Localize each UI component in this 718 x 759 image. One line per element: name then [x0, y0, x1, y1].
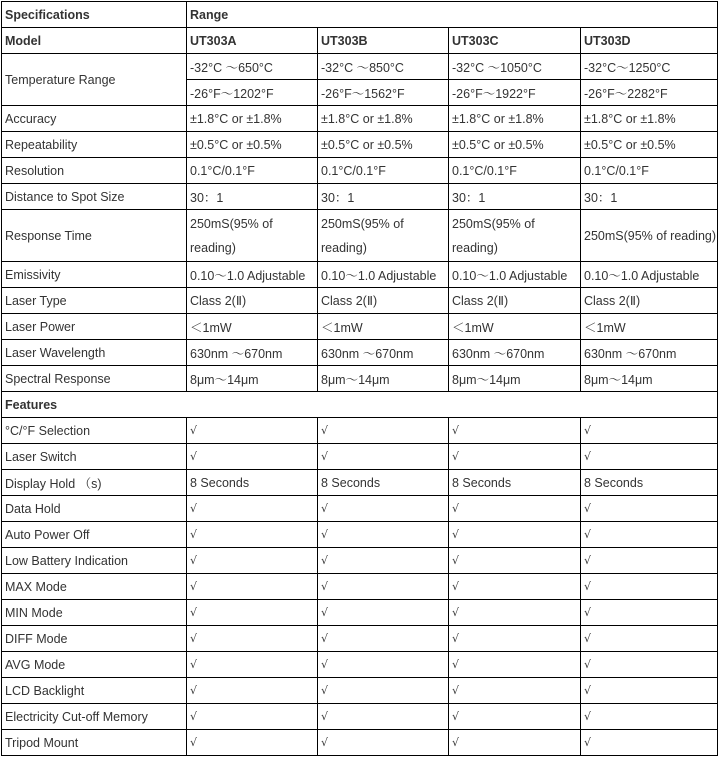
row-value: ＜1mW [581, 314, 718, 340]
row-value: 8μm～14μm [318, 366, 449, 392]
checkmark-icon: √ [449, 730, 581, 756]
row-label: Laser Wavelength [2, 340, 187, 366]
row-value: Class 2(Ⅱ) [581, 288, 718, 314]
row-value: ＜1mW [318, 314, 449, 340]
checkmark-icon: √ [318, 574, 449, 600]
checkmark-icon: √ [581, 444, 718, 470]
checkmark-icon: √ [581, 574, 718, 600]
row-value: 630nm ～670nm [449, 340, 581, 366]
row-value: ＜1mW [187, 314, 318, 340]
checkmark-icon: √ [187, 678, 318, 704]
temperature-range-fahrenheit: -26°F～1922°F [449, 80, 581, 106]
row-label: MAX Mode [2, 574, 187, 600]
features-header: Features [2, 392, 718, 418]
table-row-distance-to-spot-size [2, 184, 718, 210]
row-value: 8μm～14μm [581, 366, 718, 392]
specifications-table [1, 1, 718, 756]
row-value: 30：1 [581, 184, 718, 210]
row-label: Spectral Response [2, 366, 187, 392]
range-header: Range [187, 2, 718, 28]
checkmark-icon: √ [581, 600, 718, 626]
checkmark-icon: √ [187, 600, 318, 626]
row-label: Electricity Cut-off Memory [2, 704, 187, 730]
row-value: 250mS(95% of reading) [581, 210, 718, 262]
temperature-range-label: Temperature Range [2, 54, 187, 106]
checkmark-icon: √ [187, 730, 318, 756]
table-row-laser-type [2, 288, 718, 314]
row-label: Tripod Mount [2, 730, 187, 756]
row-label: Emissivity [2, 262, 187, 288]
checkmark-icon: √ [581, 730, 718, 756]
model-name: UT303A [187, 28, 318, 54]
row-value: 250mS(95% of reading) [187, 210, 318, 262]
checkmark-icon: √ [318, 678, 449, 704]
temperature-range-row-celsius [2, 54, 718, 80]
row-label: Display Hold （s) [2, 470, 187, 496]
table-row-auto-power-off [2, 522, 718, 548]
row-value: 0.10～1.0 Adjustable [449, 262, 581, 288]
checkmark-icon: √ [187, 444, 318, 470]
table-row-display-hold-s [2, 470, 718, 496]
table-row-repeatability [2, 132, 718, 158]
table-row-accuracy [2, 106, 718, 132]
checkmark-icon: √ [449, 444, 581, 470]
row-label: Data Hold [2, 496, 187, 522]
row-value: 8μm～14μm [449, 366, 581, 392]
checkmark-icon: √ [187, 522, 318, 548]
checkmark-icon: √ [449, 600, 581, 626]
table-row-laser-switch [2, 444, 718, 470]
row-value: ±0.5°C or ±0.5% [187, 132, 318, 158]
table-row-resolution [2, 158, 718, 184]
checkmark-icon: √ [449, 496, 581, 522]
model-label: Model [2, 28, 187, 54]
checkmark-icon: √ [187, 574, 318, 600]
table-row-spectral-response [2, 366, 718, 392]
row-value: 250mS(95% of reading) [449, 210, 581, 262]
temperature-range-fahrenheit: -26°F～2282°F [581, 80, 718, 106]
row-label: Low Battery Indication [2, 548, 187, 574]
row-label: Auto Power Off [2, 522, 187, 548]
checkmark-icon: √ [581, 652, 718, 678]
checkmark-icon: √ [449, 652, 581, 678]
row-value: 0.1°C/0.1°F [449, 158, 581, 184]
row-value: 630nm ～670nm [318, 340, 449, 366]
row-label: Laser Switch [2, 444, 187, 470]
checkmark-icon: √ [318, 730, 449, 756]
row-label: MIN Mode [2, 600, 187, 626]
temperature-range-celsius: -32°C ～850°C [318, 54, 449, 80]
row-value: 0.1°C/0.1°F [581, 158, 718, 184]
table-row-response-time [2, 210, 718, 262]
checkmark-icon: √ [449, 548, 581, 574]
row-label: °C/°F Selection [2, 418, 187, 444]
checkmark-icon: √ [581, 418, 718, 444]
row-value: ＜1mW [449, 314, 581, 340]
row-value: 8μm～14μm [187, 366, 318, 392]
checkmark-icon: √ [449, 418, 581, 444]
checkmark-icon: √ [581, 548, 718, 574]
row-value: Class 2(Ⅱ) [318, 288, 449, 314]
row-value: 630nm ～670nm [187, 340, 318, 366]
row-value: 0.1°C/0.1°F [187, 158, 318, 184]
checkmark-icon: √ [318, 626, 449, 652]
row-value: ±1.8°C or ±1.8% [318, 106, 449, 132]
row-label: Laser Power [2, 314, 187, 340]
table-row-emissivity [2, 262, 718, 288]
temperature-range-celsius: -32°C～1250°C [581, 54, 718, 80]
checkmark-icon: √ [581, 678, 718, 704]
checkmark-icon: √ [318, 652, 449, 678]
temperature-range-fahrenheit: -26°F～1202°F [187, 80, 318, 106]
row-value: ±0.5°C or ±0.5% [449, 132, 581, 158]
row-value: 0.10～1.0 Adjustable [187, 262, 318, 288]
row-value: ±0.5°C or ±0.5% [318, 132, 449, 158]
specifications-table-body [2, 2, 718, 756]
table-row-laser-power [2, 314, 718, 340]
checkmark-icon: √ [187, 704, 318, 730]
row-value: ±1.8°C or ±1.8% [581, 106, 718, 132]
row-value: Class 2(Ⅱ) [449, 288, 581, 314]
model-name: UT303D [581, 28, 718, 54]
row-value: 8 Seconds [581, 470, 718, 496]
model-row [2, 28, 718, 54]
row-value: ±1.8°C or ±1.8% [187, 106, 318, 132]
checkmark-icon: √ [449, 574, 581, 600]
table-row-c-f-selection [2, 418, 718, 444]
checkmark-icon: √ [318, 600, 449, 626]
row-value: 0.1°C/0.1°F [318, 158, 449, 184]
row-label: Resolution [2, 158, 187, 184]
table-row-min-mode [2, 600, 718, 626]
row-label: DIFF Mode [2, 626, 187, 652]
row-value: ±1.8°C or ±1.8% [449, 106, 581, 132]
row-label: LCD Backlight [2, 678, 187, 704]
row-label: Accuracy [2, 106, 187, 132]
row-value: 0.10～1.0 Adjustable [581, 262, 718, 288]
table-row-electricity-cut-off-memory [2, 704, 718, 730]
model-name: UT303C [449, 28, 581, 54]
checkmark-icon: √ [318, 444, 449, 470]
checkmark-icon: √ [187, 626, 318, 652]
row-value: ±0.5°C or ±0.5% [581, 132, 718, 158]
row-value: 0.10～1.0 Adjustable [318, 262, 449, 288]
checkmark-icon: √ [318, 496, 449, 522]
checkmark-icon: √ [187, 652, 318, 678]
row-label: AVG Mode [2, 652, 187, 678]
checkmark-icon: √ [187, 496, 318, 522]
temperature-range-celsius: -32°C ～1050°C [449, 54, 581, 80]
checkmark-icon: √ [449, 522, 581, 548]
row-value: 8 Seconds [187, 470, 318, 496]
table-row-lcd-backlight [2, 678, 718, 704]
checkmark-icon: √ [449, 678, 581, 704]
row-label: Distance to Spot Size [2, 184, 187, 210]
checkmark-icon: √ [318, 418, 449, 444]
table-row-max-mode [2, 574, 718, 600]
temperature-range-fahrenheit: -26°F～1562°F [318, 80, 449, 106]
checkmark-icon: √ [318, 548, 449, 574]
row-value: 30：1 [318, 184, 449, 210]
table-row-laser-wavelength [2, 340, 718, 366]
table-row-avg-mode [2, 652, 718, 678]
checkmark-icon: √ [449, 626, 581, 652]
row-value: 8 Seconds [318, 470, 449, 496]
row-value: 30：1 [449, 184, 581, 210]
temperature-range-celsius: -32°C ～650°C [187, 54, 318, 80]
row-label: Response Time [2, 210, 187, 262]
checkmark-icon: √ [318, 704, 449, 730]
checkmark-icon: √ [581, 522, 718, 548]
row-value: Class 2(Ⅱ) [187, 288, 318, 314]
row-value: 630nm ～670nm [581, 340, 718, 366]
checkmark-icon: √ [449, 704, 581, 730]
specifications-header: Specifications [2, 2, 187, 28]
checkmark-icon: √ [187, 548, 318, 574]
row-label: Repeatability [2, 132, 187, 158]
checkmark-icon: √ [581, 626, 718, 652]
header-row [2, 2, 718, 28]
table-row-data-hold [2, 496, 718, 522]
model-name: UT303B [318, 28, 449, 54]
table-row-diff-mode [2, 626, 718, 652]
checkmark-icon: √ [318, 522, 449, 548]
row-value: 250mS(95% of reading) [318, 210, 449, 262]
checkmark-icon: √ [187, 418, 318, 444]
table-row-low-battery-indication [2, 548, 718, 574]
row-value: 8 Seconds [449, 470, 581, 496]
row-value: 30：1 [187, 184, 318, 210]
checkmark-icon: √ [581, 704, 718, 730]
checkmark-icon: √ [581, 496, 718, 522]
table-row-tripod-mount [2, 730, 718, 756]
features-header-row [2, 392, 718, 418]
row-label: Laser Type [2, 288, 187, 314]
